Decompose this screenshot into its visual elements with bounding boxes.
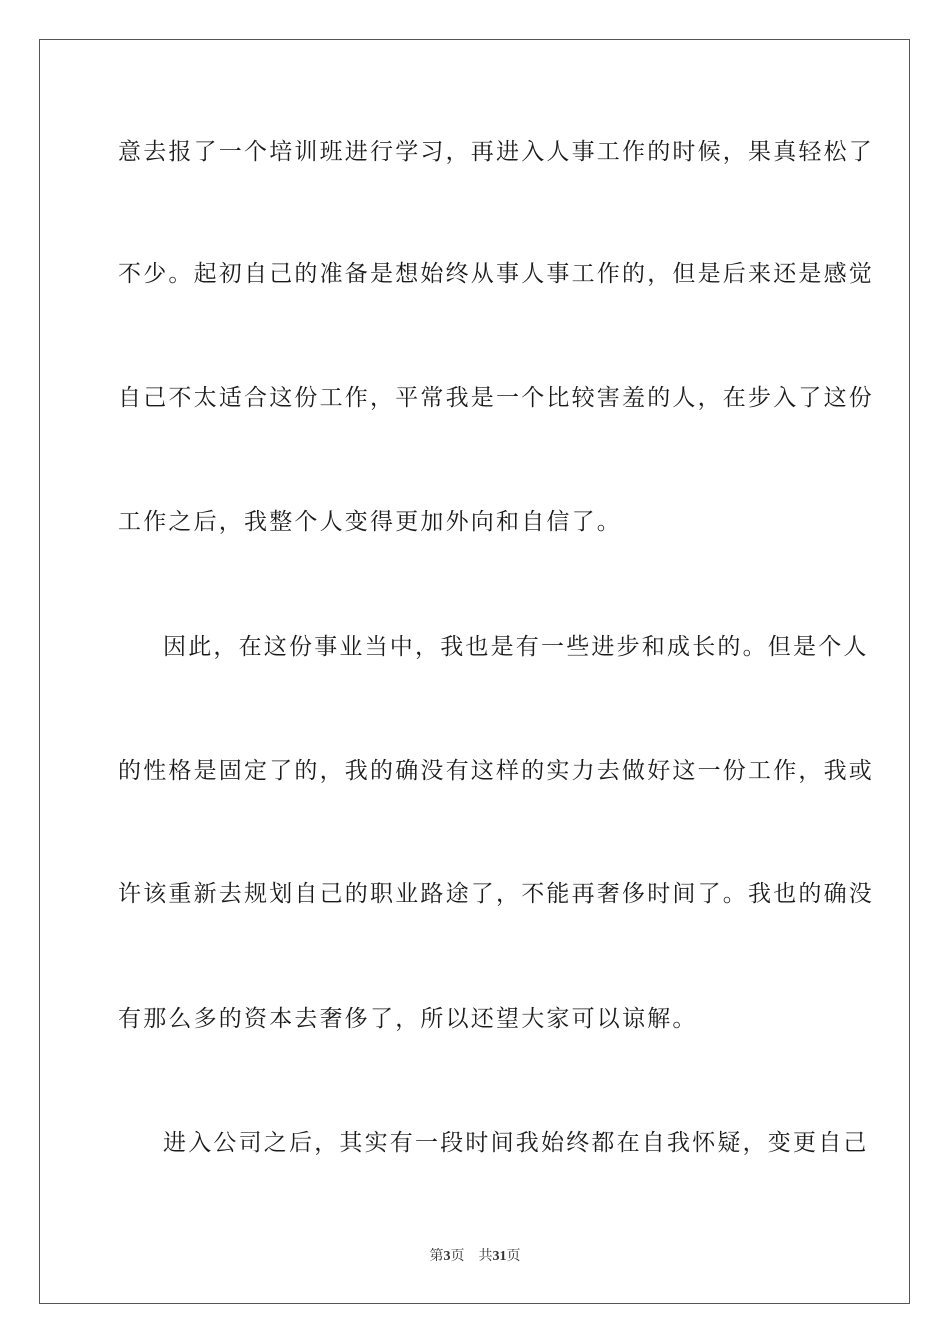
- total-pages: 31: [492, 1249, 507, 1264]
- body-text-line: 自己不太适合这份工作，平常我是一个比较害羞的人，在步入了这份: [118, 385, 874, 411]
- total-suffix: 页: [506, 1249, 521, 1264]
- page-prefix: 第: [429, 1249, 444, 1264]
- total-prefix: 共: [478, 1249, 493, 1264]
- page-footer: [0, 1246, 950, 1267]
- body-text-line: 不少。起初自己的准备是想始终从事人事工作的，但是后来还是感觉: [118, 261, 874, 287]
- body-text-line: 的性格是固定了的，我的确没有这样的实力去做好这一份工作，我或: [118, 758, 874, 784]
- body-text-line: 工作之后，我整个人变得更加外向和自信了。: [118, 509, 622, 535]
- paragraph-first-line: 进入公司之后，其实有一段时间我始终都在自我怀疑，变更自己: [163, 1130, 869, 1156]
- body-text-line: 意去报了一个培训班进行学习，再进入人事工作的时候，果真轻松了: [118, 139, 874, 165]
- page-frame: [39, 39, 910, 1304]
- body-text-line: 有那么多的资本去奢侈了，所以还望大家可以谅解。: [118, 1006, 698, 1032]
- body-text-line: 许该重新去规划自己的职业路途了，不能再奢侈时间了。我也的确没: [118, 881, 874, 907]
- page-suffix: 页: [450, 1249, 465, 1264]
- paragraph-first-line: 因此，在这份事业当中，我也是有一些进步和成长的。但是个人: [163, 634, 869, 660]
- page-number: 3: [443, 1249, 451, 1264]
